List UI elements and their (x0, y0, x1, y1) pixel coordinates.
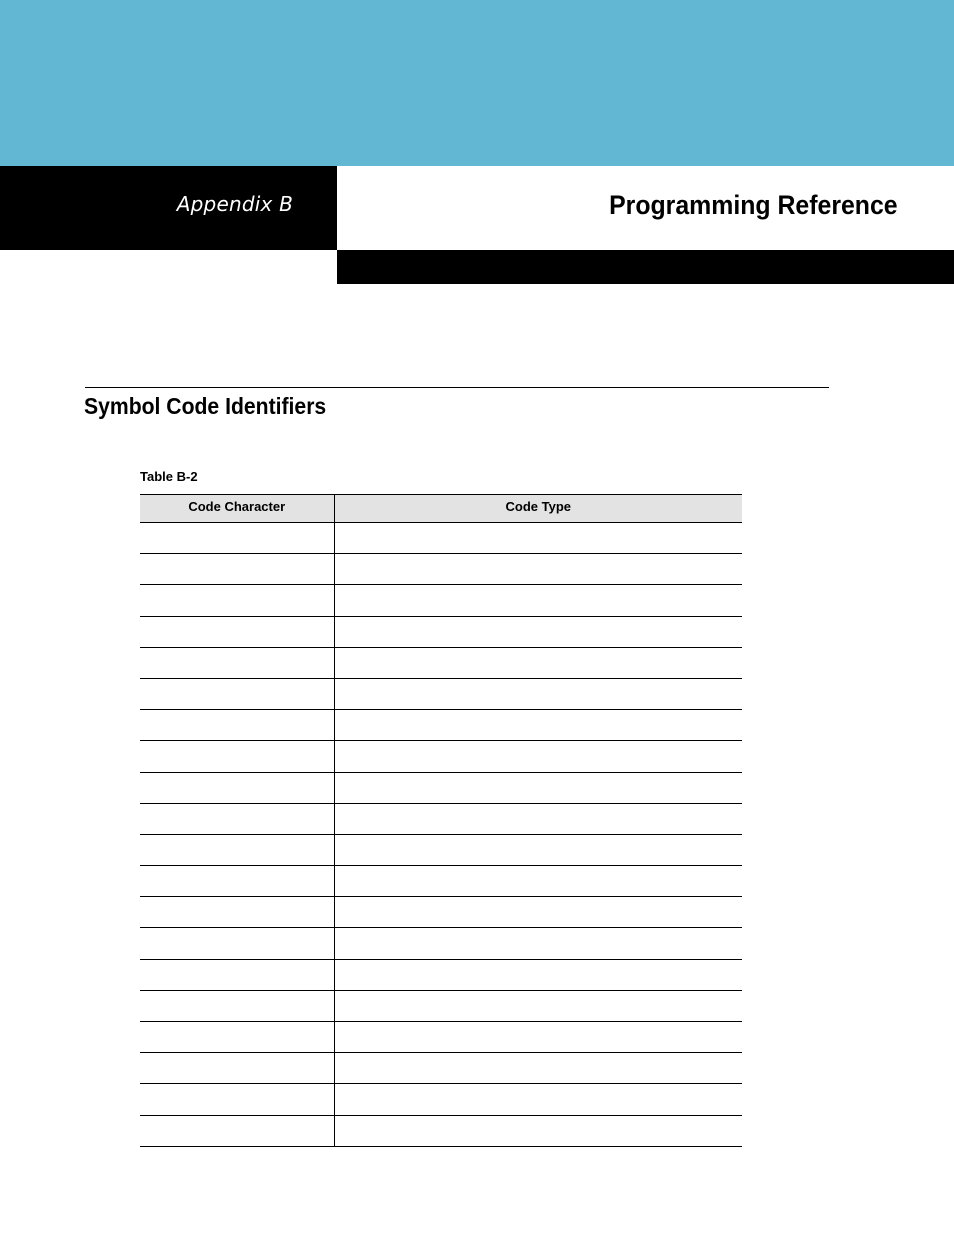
top-color-band (0, 0, 954, 166)
cell-code-type (334, 554, 742, 585)
cell-code-character (140, 585, 334, 616)
cell-code-character (140, 990, 334, 1021)
cell-code-character (140, 741, 334, 772)
table-row (140, 523, 742, 554)
table-row (140, 585, 742, 616)
cell-code-character (140, 616, 334, 647)
table-row (140, 616, 742, 647)
cell-code-character (140, 959, 334, 990)
table-row (140, 678, 742, 709)
cell-code-type (334, 616, 742, 647)
table-row (140, 710, 742, 741)
cell-code-type (334, 834, 742, 865)
cell-code-type (334, 523, 742, 554)
cell-code-type (334, 772, 742, 803)
cell-code-character (140, 523, 334, 554)
code-identifier-table (140, 494, 742, 1147)
cell-code-character (140, 554, 334, 585)
table-row (140, 897, 742, 928)
cell-code-type (334, 585, 742, 616)
cell-code-character (140, 803, 334, 834)
table-row (140, 959, 742, 990)
cell-code-type (334, 1115, 742, 1146)
cell-code-type (334, 866, 742, 897)
table-row (140, 772, 742, 803)
cell-code-character (140, 928, 334, 959)
cell-code-type (334, 897, 742, 928)
cell-code-type (334, 678, 742, 709)
table-header-row (140, 495, 742, 523)
cell-code-type (334, 1022, 742, 1053)
appendix-label: Appendix B (176, 192, 293, 216)
cell-code-type (334, 803, 742, 834)
cell-code-type (334, 990, 742, 1021)
cell-code-character (140, 678, 334, 709)
column-header-code-character: Code Character (140, 495, 334, 523)
cell-code-type (334, 959, 742, 990)
table-row (140, 1022, 742, 1053)
cell-code-character (140, 710, 334, 741)
cell-code-character (140, 1053, 334, 1084)
table-row (140, 928, 742, 959)
table-row (140, 647, 742, 678)
table-row (140, 1053, 742, 1084)
cell-code-character (140, 866, 334, 897)
section-rule (85, 387, 829, 388)
table-row (140, 834, 742, 865)
cell-code-type (334, 741, 742, 772)
table-row (140, 990, 742, 1021)
table-body (140, 523, 742, 1147)
table-row (140, 866, 742, 897)
title-underline-bar (337, 250, 954, 284)
column-header-code-type: Code Type (334, 495, 742, 523)
cell-code-character (140, 834, 334, 865)
table-caption: Table B-2 (140, 469, 198, 484)
appendix-block (0, 166, 337, 250)
cell-code-character (140, 1084, 334, 1115)
cell-code-type (334, 647, 742, 678)
cell-code-character (140, 897, 334, 928)
cell-code-type (334, 1084, 742, 1115)
cell-code-type (334, 928, 742, 959)
cell-code-character (140, 1022, 334, 1053)
section-heading: Symbol Code Identifiers (84, 393, 327, 419)
table-row (140, 554, 742, 585)
cell-code-character (140, 1115, 334, 1146)
table-row (140, 741, 742, 772)
table-row (140, 1084, 742, 1115)
table-row (140, 1115, 742, 1146)
cell-code-character (140, 772, 334, 803)
chapter-title: Programming Reference (609, 190, 898, 220)
cell-code-type (334, 1053, 742, 1084)
table-row (140, 803, 742, 834)
cell-code-character (140, 647, 334, 678)
cell-code-type (334, 710, 742, 741)
